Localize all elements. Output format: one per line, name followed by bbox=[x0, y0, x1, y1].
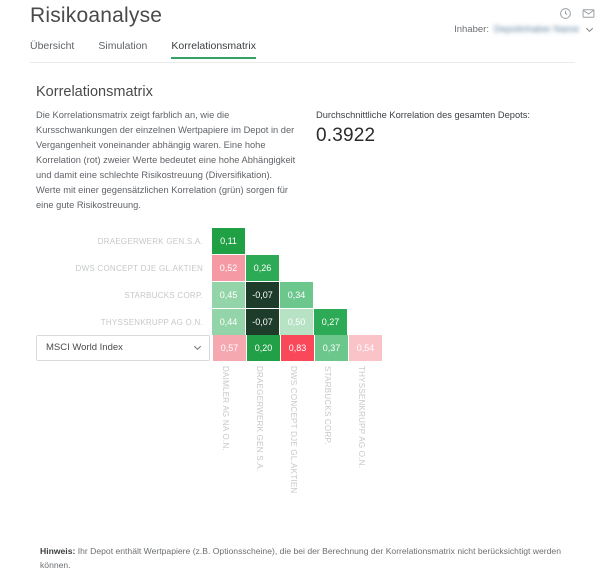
chevron-down-icon[interactable] bbox=[584, 24, 595, 35]
matrix-column-label bbox=[213, 366, 247, 516]
matrix-row bbox=[36, 282, 348, 308]
tab-uebersicht[interactable]: Übersicht bbox=[30, 40, 75, 52]
matrix-row-label: DRAEGERWERK GEN.S.A. bbox=[97, 236, 203, 246]
matrix-cell[interactable]: 0,45 bbox=[212, 282, 245, 308]
matrix-column-label-text: DRAEGERWERK GEN.S.A. bbox=[255, 366, 264, 472]
header-icon-group bbox=[559, 7, 595, 20]
matrix-cell[interactable]: 0,50 bbox=[280, 309, 313, 335]
matrix-column-label bbox=[349, 366, 383, 516]
matrix-row-label: DWS CONCEPT DJE GL.AKTIEN bbox=[75, 263, 203, 273]
owner-label: Inhaber: bbox=[454, 24, 489, 35]
matrix-column-label-text: DWS CONCEPT DJE GL.AKTIEN bbox=[289, 366, 298, 494]
average-correlation-value: 0.3922 bbox=[316, 125, 376, 146]
average-correlation-label: Durchschnittliche Korrelation des gesamten Depots: bbox=[316, 110, 530, 120]
benchmark-cell[interactable]: 0,54 bbox=[349, 335, 382, 361]
owner-name-redacted: Depotinhaber Name bbox=[493, 24, 579, 35]
matrix-column-label bbox=[315, 366, 349, 516]
section-title: Korrelationsmatrix bbox=[36, 84, 153, 100]
chevron-down-icon[interactable] bbox=[192, 342, 203, 353]
matrix-row-cells bbox=[212, 228, 246, 254]
matrix-cell[interactable]: -0,07 bbox=[246, 282, 279, 308]
matrix-column-label bbox=[247, 366, 281, 516]
matrix-cell[interactable]: 0,27 bbox=[314, 309, 347, 335]
matrix-rows bbox=[36, 228, 348, 336]
envelope-icon[interactable] bbox=[582, 7, 595, 20]
matrix-column-labels bbox=[36, 366, 383, 516]
benchmark-cell[interactable]: 0,57 bbox=[213, 335, 246, 361]
matrix-row-label: STARBUCKS CORP. bbox=[124, 290, 203, 300]
matrix-row-cells bbox=[212, 309, 348, 335]
matrix-row bbox=[36, 309, 348, 335]
matrix-cell[interactable]: -0,07 bbox=[246, 309, 279, 335]
matrix-column-label-text: DAIMLER AG NA O.N. bbox=[221, 366, 230, 451]
benchmark-row bbox=[36, 333, 383, 362]
matrix-cell[interactable]: 0,11 bbox=[212, 228, 245, 254]
benchmark-select[interactable] bbox=[36, 335, 210, 361]
benchmark-cells bbox=[213, 335, 383, 361]
matrix-cell[interactable]: 0,52 bbox=[212, 255, 245, 281]
matrix-row bbox=[36, 228, 348, 254]
average-correlation-block bbox=[316, 108, 586, 147]
matrix-column-label-text: STARBUCKS CORP. bbox=[323, 366, 332, 445]
page-title: Risikoanalyse bbox=[30, 4, 163, 27]
section-description: Die Korrelationsmatrix zeigt farblich an, wie die Kursschwankungen der einzelnen Wertpapiere im Depot in der Vergangenheit voneinander abhängig waren. Eine hohe Korrelation (rot) zweier Werte bedeutet eine hohe Abhängigkeit und damit eine schlechte Risikostreuung (Diversifikation). Werte mit einer gegensätzlichen Korrelation (grün) sorgen für eine gute Risikostreuung. bbox=[36, 110, 296, 210]
footer-note bbox=[40, 544, 570, 572]
tab-bar-divider bbox=[30, 62, 575, 63]
benchmark-cell[interactable]: 0,83 bbox=[281, 335, 314, 361]
matrix-column-label-text: THYSSENKRUPP AG O.N. bbox=[357, 366, 366, 469]
matrix-cell[interactable]: 0,34 bbox=[280, 282, 313, 308]
benchmark-cell[interactable]: 0,37 bbox=[315, 335, 348, 361]
benchmark-select-value: MSCI World Index bbox=[46, 342, 123, 353]
matrix-row-cells bbox=[212, 255, 280, 281]
clock-icon[interactable] bbox=[559, 7, 572, 20]
matrix-row-cells bbox=[212, 282, 314, 308]
matrix-row-label: THYSSENKRUPP AG O.N. bbox=[100, 317, 203, 327]
matrix-column-label bbox=[281, 366, 315, 516]
matrix-row bbox=[36, 255, 348, 281]
benchmark-cell[interactable]: 0,20 bbox=[247, 335, 280, 361]
account-owner-selector[interactable] bbox=[454, 24, 595, 35]
footer-note-label: Hinweis: bbox=[40, 546, 76, 556]
correlation-matrix bbox=[0, 228, 605, 518]
matrix-cell[interactable]: 0,44 bbox=[212, 309, 245, 335]
footer-note-text: Ihr Depot enthält Wertpapiere (z.B. Optionsscheine), die bei der Berechnung der Korrelationsmatrix nicht berücksichtigt werden können. bbox=[40, 546, 561, 570]
tab-korrelationsmatrix[interactable]: Korrelationsmatrix bbox=[171, 40, 256, 59]
tab-simulation[interactable]: Simulation bbox=[98, 40, 148, 52]
matrix-cell[interactable]: 0,26 bbox=[246, 255, 279, 281]
tab-bar bbox=[30, 40, 256, 59]
